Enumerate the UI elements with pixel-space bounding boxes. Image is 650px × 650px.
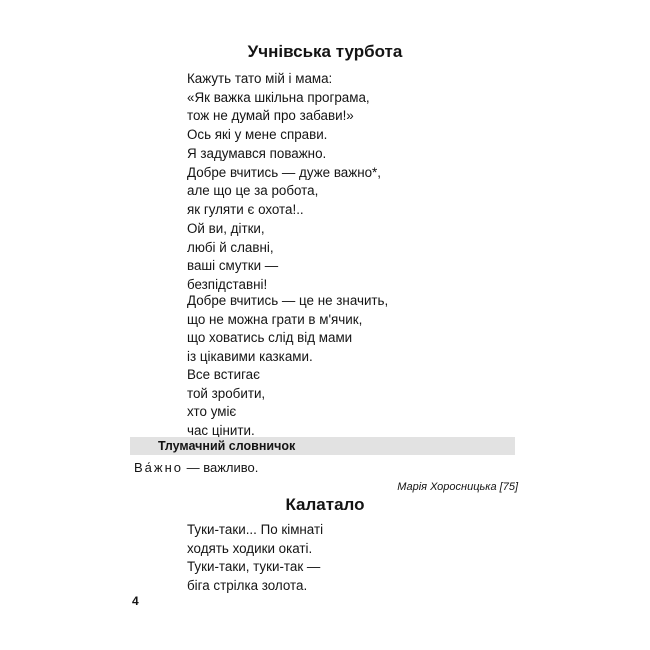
glossary-entry — [134, 460, 258, 475]
poem-line: ваші смутки — — [187, 258, 279, 273]
source-ref: [75] — [496, 481, 518, 493]
stanza-3 — [187, 220, 278, 294]
poem-line: Все встигає — [187, 367, 260, 382]
poem-line: Добре вчитись — дуже важно*, — [187, 164, 381, 180]
poem-line: ходять ходики окаті. — [187, 540, 313, 556]
author-name: Марія Хоросницька — [397, 481, 497, 493]
stanza-1 — [187, 70, 370, 144]
poem2-stanza-1 — [187, 521, 323, 595]
poem-line: Кажуть тато мій і мама: — [187, 71, 333, 86]
poem-line: час цінити. — [187, 422, 255, 438]
poem-line: хто уміє — [187, 404, 237, 419]
glossary-definition: — важливо. — [183, 460, 259, 475]
poem-line: що не можна грати в м'ячик, — [187, 311, 363, 327]
poem-line: біга стрілка золота. — [187, 577, 308, 593]
poem-line: Туки-таки, туки-так — — [187, 559, 321, 574]
glossary-term: Ва́жно — [134, 460, 184, 475]
poem-line: що ховатись слід від мами — [187, 330, 353, 345]
glossary-heading: Тлумачний словничок — [158, 439, 296, 453]
poem-line: із цікавими казками. — [187, 348, 313, 364]
poem-line: Ой ви, дітки, — [187, 221, 265, 236]
poem-line: Туки-таки... По кімнаті — [187, 522, 324, 537]
poem-title-1: Учнівська турбота — [247, 42, 403, 61]
stanza-4 — [187, 292, 388, 366]
poem-title-2: Калатало — [285, 495, 365, 514]
author-credit — [397, 481, 518, 493]
poem-line: тож не думай про забави!» — [187, 108, 354, 123]
poem-line: Добре вчитись — це не значить, — [187, 293, 389, 308]
stanza-5 — [187, 366, 265, 440]
page-number: 4 — [132, 594, 139, 608]
poem-line: як гуляти є охота!.. — [187, 201, 304, 217]
poem-line: Я задумався поважно. — [187, 146, 327, 161]
poem-line: любі й славні, — [187, 239, 274, 255]
poem-line: безпідставні! — [187, 276, 268, 292]
poem-line: але що це за робота, — [187, 183, 319, 198]
poem-line: Ось які у мене справи. — [187, 126, 328, 142]
poem-line: той зробити, — [187, 385, 266, 401]
poem-line: «Як важка шкільна програма, — [187, 89, 370, 105]
stanza-2 — [187, 145, 381, 219]
